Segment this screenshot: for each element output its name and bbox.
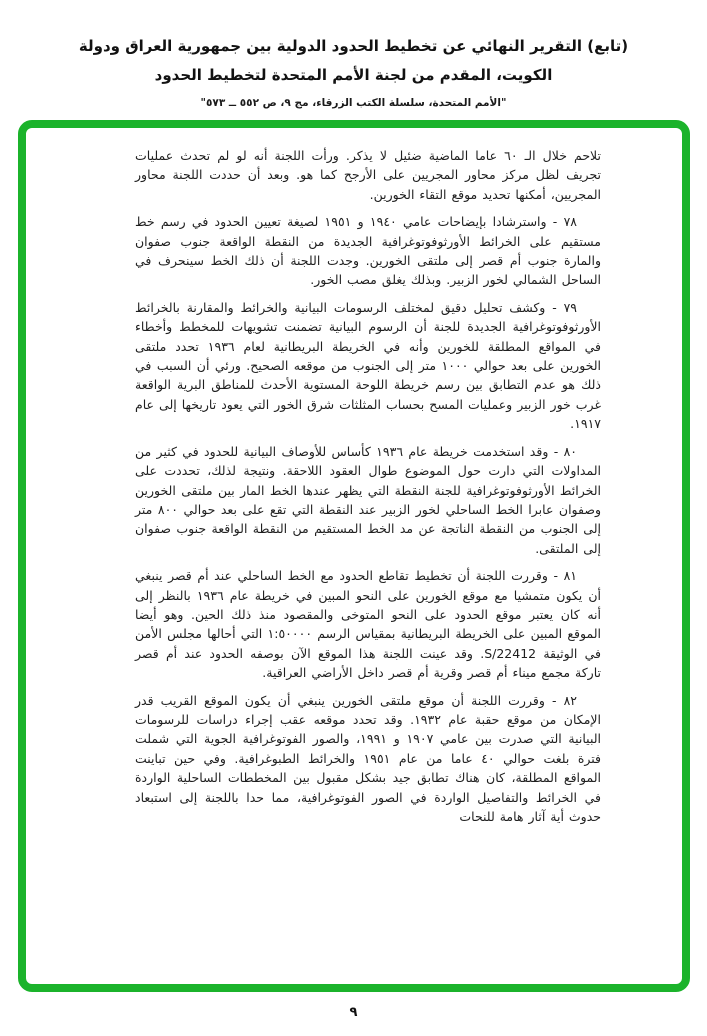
document-header — [0, 32, 707, 109]
paragraph-78: ٧٨ - واسترشادا بإيضاحات عامي ١٩٤٠ و ١٩٥١ لصيغة تعيين الحدود في رسم خط مستقيم على الخرائط الأورثوفوتوغرافية الجديدة من النقطة الواقعة جنوب صفوان والمارة جنوب أم قصر إلى ملتقى الخورين. وجدت اللجنة أن ذلك الخط سينحرف في الساحل الشمالي لخور الزبير. وبذلك يغلق مصب الخور. — [135, 214, 601, 288]
document-body — [135, 146, 601, 834]
paragraph-81: ٨١ - وقررت اللجنة أن تخطيط تقاطع الحدود مع الخط الساحلي عند أم قصر ينبغي أن يكون متمشيا مع موقع الخورين على النحو المبين في خريطة عام ١٩٣٦ بالنظر إلى أنه كان يعتبر موقع الحدود على النحو المتوخى والمقصود منذ ذلك الحين. وهو أيضا الموقع المبين على الخريطة البريطانية بمقياس الرسم ١:٥٠٠٠٠ التي أحالها مجلس الأمن في الوثيقة S/22412. وقد عينت اللجنة هذا الموقع الآن بوصفه الحدود عند أم قصر تاركة مجمع ميناء أم قصر وقرية أم قصر داخل الأراضي العراقية. — [135, 568, 601, 681]
document-title-line-2: الكويت، المقدم من لجنة الأمم المتحدة لتخطيط الحدود — [154, 66, 553, 84]
document-title-line-1: (تابع) التقرير النهائي عن تخطيط الحدود الدولية بين جمهورية العراق ودولة — [78, 37, 629, 55]
paragraph-continuation: تلاحم خلال الـ ٦٠ عاما الماضية ضئيل لا يذكر. ورأت اللجنة أنه لو لم تحدث عمليات تجريف لظل مركز محاور المجريين على الأرجح كما هو. وبعد أن حددت اللجنة محاور المجريين، أمكنها تحديد موقع التقاء الخورين. — [135, 148, 601, 202]
document-source-citation: "الأمم المتحدة، سلسلة الكتب الزرقاء، مج ٩، ص ٥٥٢ ــ ٥٧٣" — [200, 97, 507, 109]
paragraph-80: ٨٠ - وقد استخدمت خريطة عام ١٩٣٦ كأساس للأوصاف البيانية للحدود في كثير من المداولات التي دارت حول الموضوع طوال العقود اللاحقة. ونتيجة لذلك، تحددت على الخرائط الأورثوفوتوغرافية للجنة النقطة التي يظهر عندها الخط المار بين ملتقى الخورين وصفوان عابرا الخط الساحلي لخور الزبير عند النقطة التي تقع على بعد حوالي ٨٠٠ متر إلى الجنوب من النقطة الناتجة عن مد الخط المستقيم من النقطة الواقعة جنوب صفوان إلى الملتقى. — [135, 443, 601, 556]
paragraph-82: ٨٢ - وقررت اللجنة أن موقع ملتقى الخورين ينبغي أن يكون الموقع القريب قدر الإمكان من موقع حقبة عام ١٩٣٢. وقد تحدد موقعه عقب إجراء دراسات للرسومات البيانية التي صدرت بين عامي ١٩٠٧ و ١٩٩١، والصور الفوتوغرافية الجوية التي شملت فترة بلغت حوالي ٤٠ عاما من عام ١٩٥١ والخرائط الطبوغرافية. وفي حين تباينت المواقع المطلقة، كان هناك تطابق جيد بشكل مقبول بين المخططات الساحلية الواردة في الخرائط والتفاصيل الواردة في الصور الفوتوغرافية، مما حدا باللجنة إلى استبعاد حدوث أية آثار هامة للنحات — [135, 692, 602, 824]
page-number: ٩ — [349, 1005, 358, 1020]
paragraph-79: ٧٩ - وكشف تحليل دقيق لمختلف الرسومات البيانية والخرائط والمقارنة بالخرائط الأورثوفوتوغرافية الجديدة للجنة أن الرسوم البيانية تضمنت تشويهات للمخطط وأخطاء في المواقع المطلقة للخورين وأنه في الخريطة البريطانية لعام ١٩٣٦ تحدد ملتقى الخورين على بعد حوالي ١٠٠٠ متر إلى الجنوب من موقعه الصحيح. ورئي أن السبب في ذلك هو عدم التطابق بين رسم خريطة اللوحة المستوية الأحدث للمناطق البرية الواقعة غرب خور الزبير وعمليات المسح بحساب المثلثات شرق الخور التي يعود تاريخها إلى عام ١٩١٧. — [135, 299, 602, 432]
